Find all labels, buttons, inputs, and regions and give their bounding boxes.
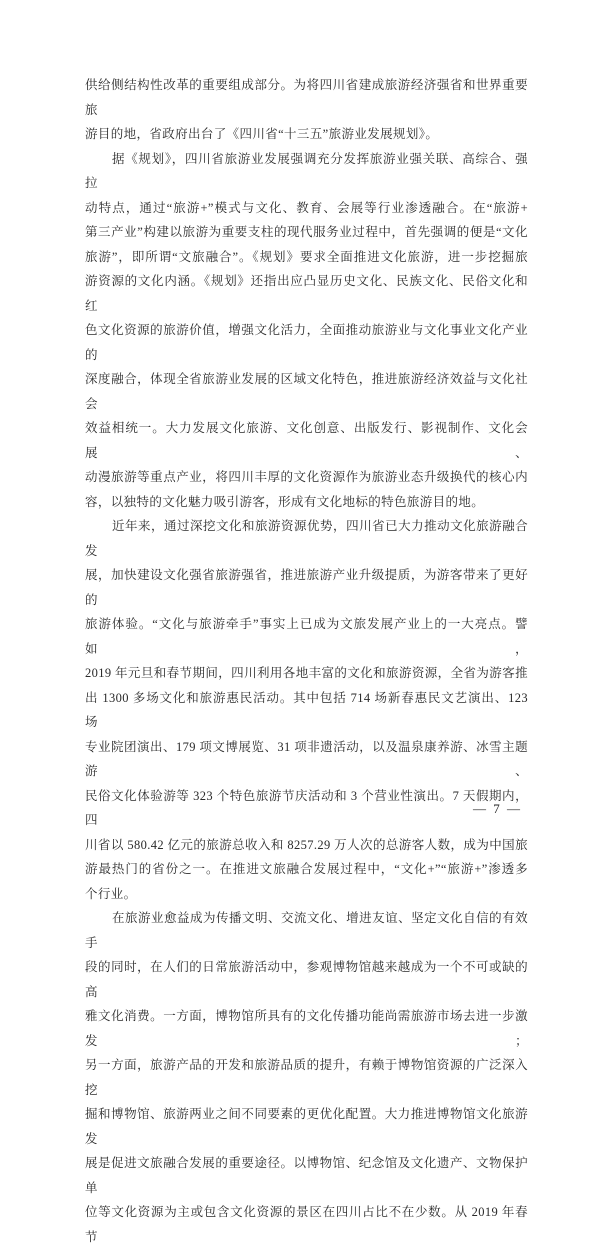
text-line: 专业院团演出、179 项文博展览、31 项非遗活动，以及温泉康养游、冰雪主题游、 — [85, 739, 528, 778]
page-number: — 7 — — [473, 801, 522, 816]
text-line: 深度融合，体现全省旅游业发展的区域文化特色，推进旅游经济效益与文化社会 — [85, 372, 528, 411]
text-line: 容，以独特的文化魅力吸引游客，形成有文化地标的特色旅游目的地。 — [85, 494, 485, 509]
text-line: 动特点，通过“旅游+”模式与文化、教育、会展等行业渗透融合。在“旅游+ — [85, 200, 528, 215]
text-line: 展是促进文旅融合发展的重要途径。以博物馆、纪念馆及文化遗产、文物保护单 — [85, 1156, 528, 1195]
paragraph — [85, 514, 528, 906]
text-line: 游资源的文化内涵。《规划》还指出应凸显历史文化、民族文化、民俗文化和红 — [85, 274, 528, 313]
paragraph — [85, 73, 528, 147]
text-line: 2019 年元旦和春节期间，四川利用各地丰富的文化和旅游资源，全省为游客推 — [85, 666, 528, 680]
text-line: 旅游”，即所谓“文旅融合”。《规划》要求全面推进文化旅游，进一步挖掘旅 — [85, 249, 528, 264]
text-line: 第三产业”构建以旅游为重要支柱的现代服务业过程中，首先强调的便是“文化 — [85, 225, 528, 239]
document-body — [85, 73, 528, 1249]
text-line: 色文化资源的旅游价值，增强文化活力，全面推动旅游业与文化事业文化产业的 — [85, 323, 528, 362]
text-line: 段的同时，在人们的日常旅游活动中，参观博物馆越来越成为一个不可或缺的高 — [85, 960, 528, 999]
text-line: 掘和博物馆、旅游两业之间不同要素的更优化配置。大力推进博物馆文化旅游发 — [85, 1107, 528, 1146]
text-line: 近年来，通过深挖文化和旅游资源优势，四川省已大力推动文化旅游融合发 — [85, 519, 528, 558]
text-line: 展，加快建设文化强省旅游强省，推进旅游产业升级提质，为游客带来了更好的 — [85, 568, 528, 607]
text-line: 游目的地，省政府出台了《四川省“十三五”旅游业发展规划》。 — [85, 127, 439, 141]
text-line: 据《规划》，四川省旅游业发展强调充分发挥旅游业强关联、高综合、强拉 — [85, 151, 528, 190]
text-line: 旅游体验。“文化与旅游牵手”事实上已成为文旅发展产业上的一大亮点。譬如， — [85, 617, 528, 656]
text-line: 游最热门的省份之一。在推进文旅融合发展过程中，“文化+”“旅游+”渗透多 — [85, 862, 528, 876]
text-line: 川省以 580.42 亿元的旅游总收入和 8257.29 万人次的总游客人数，成为中国旅 — [85, 837, 528, 852]
text-line: 动漫旅游等重点产业，将四川丰厚的文化资源作为旅游业态升级换代的核心内 — [85, 470, 528, 484]
text-line: 个行业。 — [85, 886, 137, 901]
text-line: 在旅游业愈益成为传播文明、交流文化、增进友谊、坚定文化自信的有效手 — [85, 911, 528, 950]
text-line: 供给侧结构性改革的重要组成部分。为将四川省建成旅游经济强省和世界重要旅 — [85, 78, 528, 117]
text-line: 民俗文化体验游等 323 个特色旅游节庆活动和 3 个营业性演出。7 天假期内，四 — [85, 788, 528, 827]
paragraph — [85, 147, 528, 515]
text-line: 出 1300 多场文化和旅游惠民活动。其中包括 714 场新春惠民文艺演出、123 场 — [85, 690, 528, 729]
text-line: 效益相统一。大力发展文化旅游、文化创意、出版发行、影视制作、文化会展、 — [85, 421, 528, 460]
paragraph — [85, 906, 528, 1249]
text-line: 位等文化资源为主或包含文化资源的景区在四川占比不在少数。从 2019 年春节 — [85, 1205, 528, 1244]
text-line: 另一方面，旅游产品的开发和旅游品质的提升，有赖于博物馆资源的广泛深入挖 — [85, 1058, 528, 1097]
text-line: 雅文化消费。一方面，博物馆所具有的文化传播功能尚需旅游市场去进一步激发； — [85, 1009, 528, 1048]
